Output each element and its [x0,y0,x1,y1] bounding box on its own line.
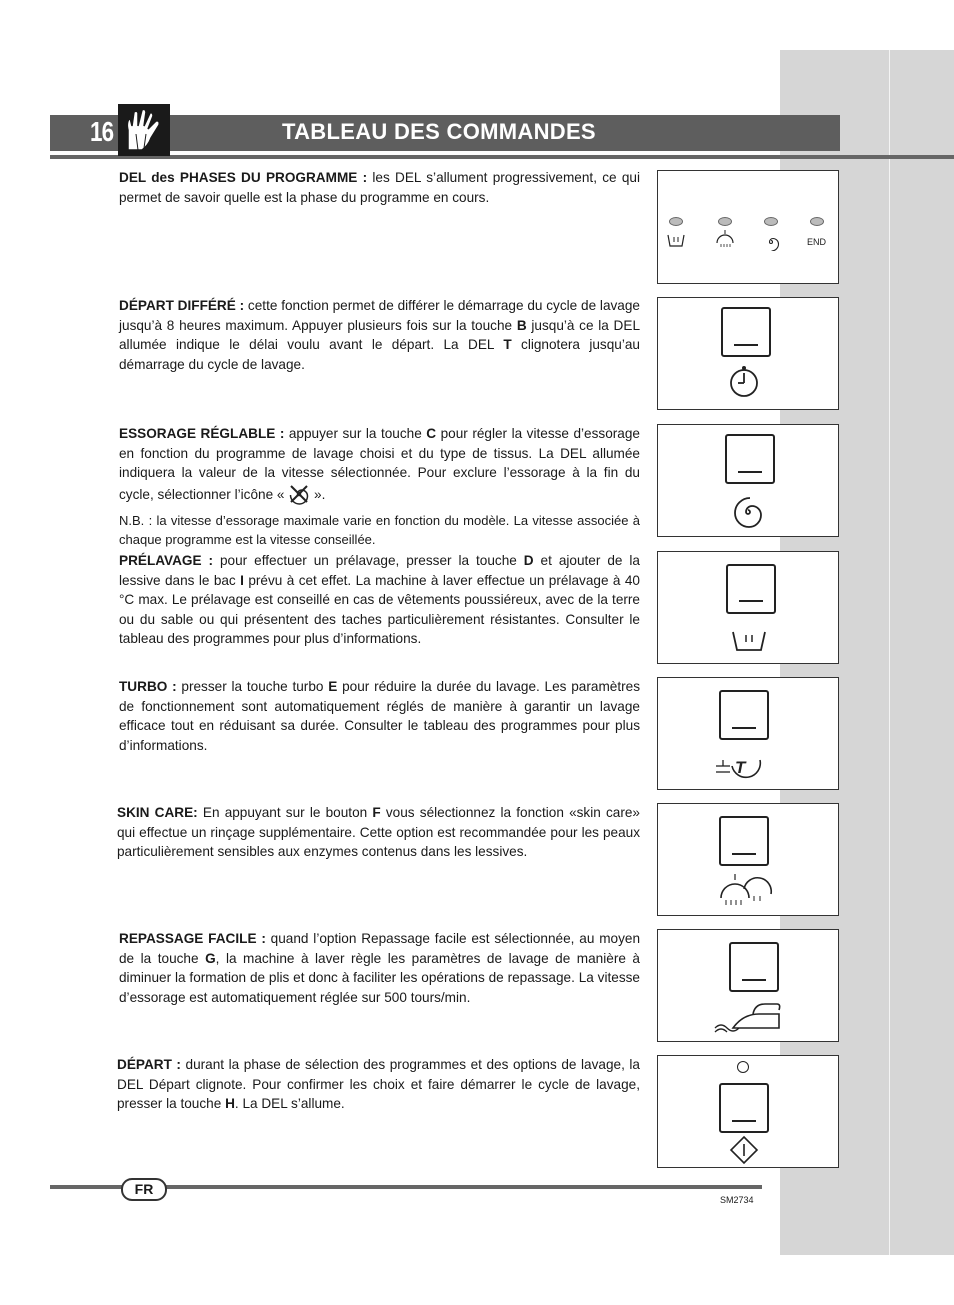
prewash-icon [666,233,686,249]
prewash-icon-large [731,630,767,654]
start-button[interactable] [719,1083,769,1133]
bold-term: TURBO : [119,679,177,694]
body-text: et ajouter de la lessive dans le bac [119,553,640,588]
bold-term: REPASSAGE FACILE : [119,931,266,946]
wash-icon [714,229,736,249]
easy-iron-button[interactable] [729,942,779,992]
skin-care-button[interactable] [719,816,769,866]
bold-term: E [328,679,338,694]
skin-care-icon [716,872,776,908]
spin-panel [657,424,839,537]
delay-panel [657,297,839,410]
section-del-phases [119,168,640,207]
hand-icon [118,104,170,156]
bold-term: B [516,317,527,333]
turbo-button[interactable] [719,690,769,740]
prewash-panel [657,551,839,664]
led-end [810,217,824,226]
bold-term: PRÉLAVAGE : [119,553,214,568]
end-label: END [807,237,827,247]
bold-term: F [372,805,381,820]
bold-term: T [503,337,512,353]
bold-term: C [426,426,437,441]
body-text: pour régler la vitesse d’essorage en fonction du programme de lavage choisi et du type de tissus. La DEL allumée indiquera la valeur de la vitesse sélectionnée. Pour exclure l’essorage à la fin du cycle, sélectionner l’icône « [119,426,640,502]
turbo-panel [657,677,839,790]
body-text: ». [310,486,326,502]
body-text: les DEL s’allument progressivement, ce qui permet de savoir quelle est la phase du programme en cours. [119,170,641,205]
body-text: durant la phase de sélection des programmes et des options de lavage, la DEL Départ clignote. Pour confirmer les choix et faire démarrer le cycle de lavage, presser la touche [117,1057,640,1112]
section-text [119,296,640,374]
led-prewash [669,217,683,226]
body-text: , la machine à laver règle les paramètres de lavage de manière à diminuer la formation de plis et donc à faciliter les opérations de repassage. La vitesse d’essorage est automatiquement réglée sur 500 tours/min. [119,950,640,1005]
body-text: presser la touche turbo [176,679,329,694]
start-icon [729,1135,759,1165]
bold-term: DEL des PHASES DU PROGRAMME : [119,170,368,185]
bold-term: SKIN CARE: [117,805,198,820]
start-led [737,1061,749,1073]
phases-led-panel [657,170,839,284]
section-text [119,424,640,505]
bold-term: I [240,572,244,588]
spin-icon-large [732,494,768,528]
skin-care-panel [657,803,839,916]
side-tab-divider [889,50,890,1255]
note-text: N.B. : la vitesse d’essorage maximale varie en fonction du modèle. La vitesse associée à chaque programme est la vitesse conseillée. [119,512,640,548]
body-text: pour réduire la durée du lavage. Les paramètres de fonctionnement sont automatiquement réglés de manière à garantir un lavage efficace tout en réduisant sa durée. Consulter le tableau des programmes pour plus d’informations. [119,679,641,753]
section-depart-differe [119,296,640,374]
document-code: SM2734 [720,1195,754,1205]
body-text: . La DEL s’allume. [234,1096,345,1112]
section-turbo [119,677,640,755]
body-text: clignotera jusqu’au démarrage du cycle de lavage. [119,337,640,372]
delay-timer-icon [727,364,761,398]
bold-term: G [205,950,216,966]
led-wash [718,217,732,226]
header-rule [50,155,954,159]
section-text [119,551,640,649]
section-text [117,803,640,862]
led-spin [764,217,778,226]
section-text [119,677,640,755]
section-essorage [119,424,640,550]
section-prelavage [119,551,640,649]
no-spin-icon [288,487,310,502]
section-depart [117,1055,640,1114]
page-number: 16 [90,116,114,147]
body-text: quand l’option Repassage facile est sélectionnée, au moyen de la touche [119,931,640,966]
spin-icon [762,233,780,251]
easy-iron-icon [713,1000,783,1034]
start-panel [657,1055,839,1168]
language-badge: FR [121,1178,167,1201]
body-text: jusqu’à ce la DEL allumée indique le délai voulu avant le départ. La DEL [119,317,640,353]
body-text: prévu à cet effet. La machine à laver effectue un prélavage à 40 °C max. Le prélavage est conseillé en cas de vêtements poussiéreux, avec de la terre ou du sable ou qui présentent des taches particulièrement résistantes. Consulter le tableau des programmes pour plus d’informations. [119,572,640,647]
body-text: vous sélectionnez la fonction «skin care» qui effectue un rinçage supplémentaire. Cette option est recommandée pour les peaux particulièrement sensibles aux enzymes contenus dans les lessives. [117,805,640,860]
turbo-icon [714,754,766,780]
spin-button[interactable] [725,434,775,484]
prewash-button[interactable] [726,564,776,614]
easy-iron-panel [657,929,839,1042]
bold-term: ESSORAGE RÉGLABLE : [119,426,285,441]
section-repassage [119,929,640,1007]
bold-term: DÉPART DIFFÉRÉ : [119,298,245,313]
delay-button[interactable] [721,307,771,357]
bold-term: H [225,1096,235,1112]
section-text [117,1055,640,1114]
bold-term: D [523,553,534,568]
bold-term: DÉPART : [117,1057,181,1072]
body-text: pour effectuer un prélavage, presser la touche [213,553,524,568]
page-title: TABLEAU DES COMMANDES [282,119,596,144]
body-text: En appuyant sur le bouton [197,805,373,820]
section-skin-care [117,803,640,862]
body-text: appuyer sur la touche [284,426,427,441]
section-text [119,929,640,1007]
svg-text:T: T [735,758,746,777]
section-text [119,168,640,207]
body-text: cette fonction permet de différer le démarrage du cycle de lavage jusqu’à 8 heures maximum. Appuyer plusieurs fois sur la touche [119,298,640,333]
